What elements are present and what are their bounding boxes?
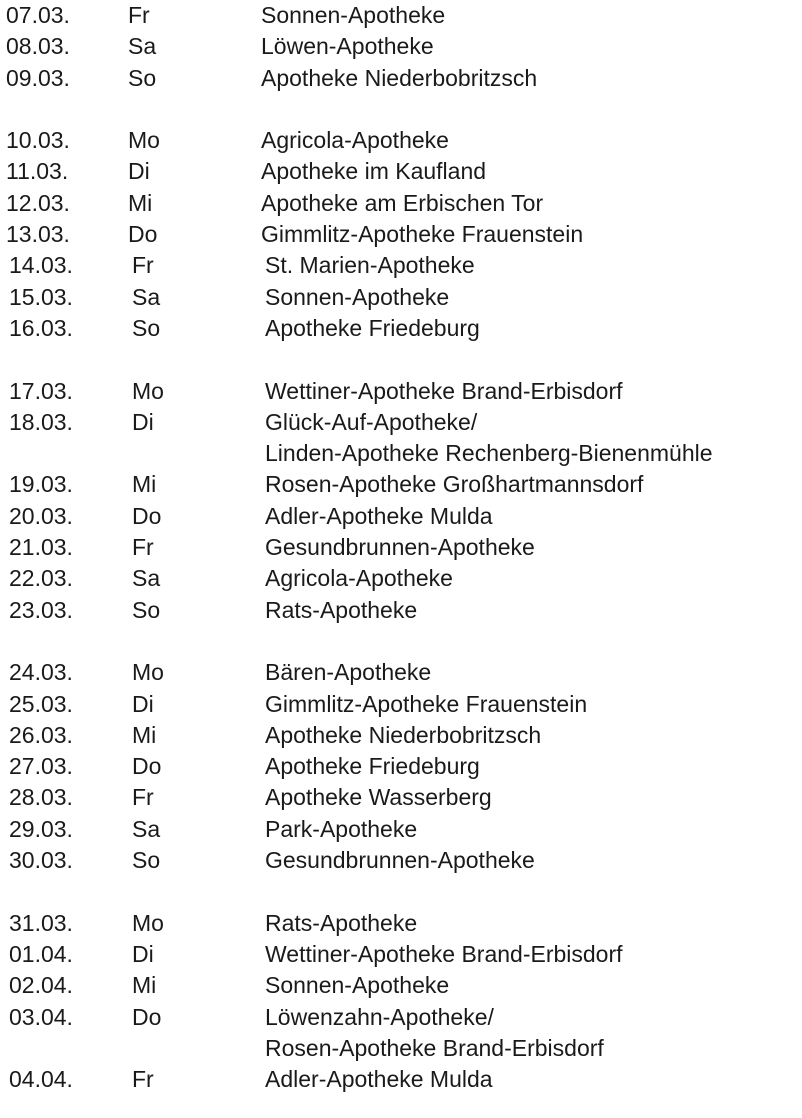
date-cell: 22.03. [9,565,73,592]
weekday-cell: Fr [128,2,150,28]
pharmacy-cell: Apotheke Wasserberg [265,784,492,811]
weekday-cell: Di [128,158,150,185]
weekday-cell: So [132,847,161,874]
weekday-cell: Fr [132,252,154,279]
weekday-cell: Di [132,940,154,967]
date-cell: 03.04. [9,1003,73,1030]
pharmacy-cell: Apotheke im Kaufland [261,158,487,185]
date-cell: 07.03. [6,2,70,28]
pharmacy-cell: Bären-Apotheke [265,659,432,686]
date-cell: 24.03. [9,659,73,686]
pharmacy-cell: Agricola-Apotheke [265,565,453,592]
pharmacy-cell [265,407,713,470]
pharmacy-cell: Apotheke am Erbischen Tor [261,189,544,216]
weekday-cell: So [132,314,161,341]
pharmacy-cell: Rosen-Apotheke Großhartmannsdorf [265,471,644,498]
date-cell: 09.03. [6,64,70,91]
week-block [0,376,802,626]
date-cell: 13.03. [6,221,70,248]
schedule-row [0,125,802,156]
schedule-row [0,751,802,782]
weekday-cell: So [132,596,161,623]
weekday-cell: Mi [132,471,157,498]
schedule-row [0,970,802,1001]
block-spacer [0,94,802,125]
weekday-cell: So [128,64,157,91]
pharmacy-cell: Sonnen-Apotheke [261,2,446,28]
weekday-cell: Mo [132,659,164,686]
pharmacy-line: Löwenzahn-Apotheke/ [265,1003,494,1030]
schedule-row [0,282,802,313]
date-cell: 29.03. [9,815,73,842]
pharmacy-cell: Sonnen-Apotheke [265,972,450,999]
pharmacy-cell: Apotheke Niederbobritzsch [261,64,538,91]
schedule-row [0,219,802,250]
date-cell: 02.04. [9,972,73,999]
week-block [0,908,802,1096]
weekday-cell: Sa [132,565,161,592]
schedule-row [0,501,802,532]
schedule-row [0,407,802,470]
weekday-cell: Di [132,408,154,435]
date-cell: 10.03. [6,127,70,154]
schedule-row [0,63,802,94]
schedule-row [0,250,802,281]
pharmacy-cell: Löwen-Apotheke [261,33,434,60]
schedule-row [0,0,802,31]
pharmacy-cell: Gimmlitz-Apotheke Frauenstein [265,690,588,717]
schedule-row [0,814,802,845]
date-cell: 17.03. [9,377,73,404]
weekday-cell: Mo [132,377,164,404]
date-cell: 31.03. [9,909,73,936]
date-cell: 27.03. [9,753,73,780]
weekday-cell: Sa [132,815,161,842]
weekday-cell: Sa [132,283,161,310]
pharmacy-cell: Sonnen-Apotheke [265,283,450,310]
schedule-row [0,313,802,344]
pharmacy-cell: Adler-Apotheke Mulda [265,502,493,529]
date-cell: 14.03. [9,252,73,279]
weekday-cell: Mo [132,909,164,936]
date-cell: 01.04. [9,940,73,967]
schedule-row [0,1064,802,1095]
date-cell: 12.03. [6,189,70,216]
date-cell: 23.03. [9,596,73,623]
block-spacer [0,344,802,375]
pharmacy-cell: Wettiner-Apotheke Brand-Erbisdorf [265,377,623,404]
weekday-cell: Do [132,753,162,780]
week-block [0,657,802,876]
schedule-row [0,845,802,876]
schedule-row [0,908,802,939]
pharmacy-cell: St. Marien-Apotheke [265,252,475,279]
date-cell: 18.03. [9,408,73,435]
schedule-row [0,563,802,594]
weekday-cell: Mi [132,721,157,748]
date-cell: 11.03. [6,158,69,185]
pharmacy-cell: Rats-Apotheke [265,909,418,936]
date-cell: 26.03. [9,721,73,748]
pharmacy-line: Rosen-Apotheke Brand-Erbisdorf [265,1034,604,1061]
week-block [0,0,802,94]
pharmacy-cell: Gesundbrunnen-Apotheke [265,534,535,561]
weekday-cell: Do [128,221,158,248]
weekday-cell: Mo [128,127,160,154]
weekday-cell: Fr [132,534,154,561]
pharmacy-line: Linden-Apotheke Rechenberg-Bienenmühle [265,440,713,467]
block-spacer [0,876,802,907]
schedule-row [0,31,802,62]
pharmacy-line: Glück-Auf-Apotheke/ [265,408,478,435]
pharmacy-cell: Apotheke Friedeburg [265,753,480,780]
schedule-row [0,689,802,720]
schedule-row [0,782,802,813]
schedule-row [0,1002,802,1065]
week-block [0,125,802,344]
date-cell: 19.03. [9,471,73,498]
weekday-cell: Do [132,502,162,529]
weekday-cell: Mi [132,972,157,999]
date-cell: 30.03. [9,847,73,874]
weekday-cell: Mi [128,189,153,216]
pharmacy-cell: Gesundbrunnen-Apotheke [265,847,535,874]
weekday-cell: Di [132,690,154,717]
pharmacy-cell: Gimmlitz-Apotheke Frauenstein [261,221,584,248]
weekday-cell: Fr [132,1066,154,1093]
pharmacy-cell: Park-Apotheke [265,815,418,842]
date-cell: 16.03. [9,314,73,341]
schedule-row [0,532,802,563]
weekday-cell: Fr [132,784,154,811]
schedule-row [0,720,802,751]
schedule-row [0,156,802,187]
pharmacy-cell: Apotheke Niederbobritzsch [265,721,542,748]
date-cell: 08.03. [6,33,70,60]
block-spacer [0,626,802,657]
weekday-cell: Sa [128,33,157,60]
schedule-row [0,188,802,219]
date-cell: 28.03. [9,784,73,811]
date-cell: 04.04. [9,1066,73,1093]
pharmacy-cell: Agricola-Apotheke [261,127,449,154]
date-cell: 20.03. [9,502,73,529]
date-cell: 15.03. [9,283,73,310]
pharmacy-cell: Wettiner-Apotheke Brand-Erbisdorf [265,940,623,967]
schedule-row [0,939,802,970]
pharmacy-cell: Apotheke Friedeburg [265,314,480,341]
pharmacy-cell: Rats-Apotheke [265,596,418,623]
pharmacy-cell [265,1002,604,1065]
date-cell: 25.03. [9,690,73,717]
schedule-row [0,657,802,688]
weekday-cell: Do [132,1003,162,1030]
schedule-row [0,595,802,626]
pharmacy-cell: Adler-Apotheke Mulda [265,1066,493,1093]
schedule-row [0,469,802,500]
date-cell: 21.03. [9,534,73,561]
schedule-row [0,376,802,407]
